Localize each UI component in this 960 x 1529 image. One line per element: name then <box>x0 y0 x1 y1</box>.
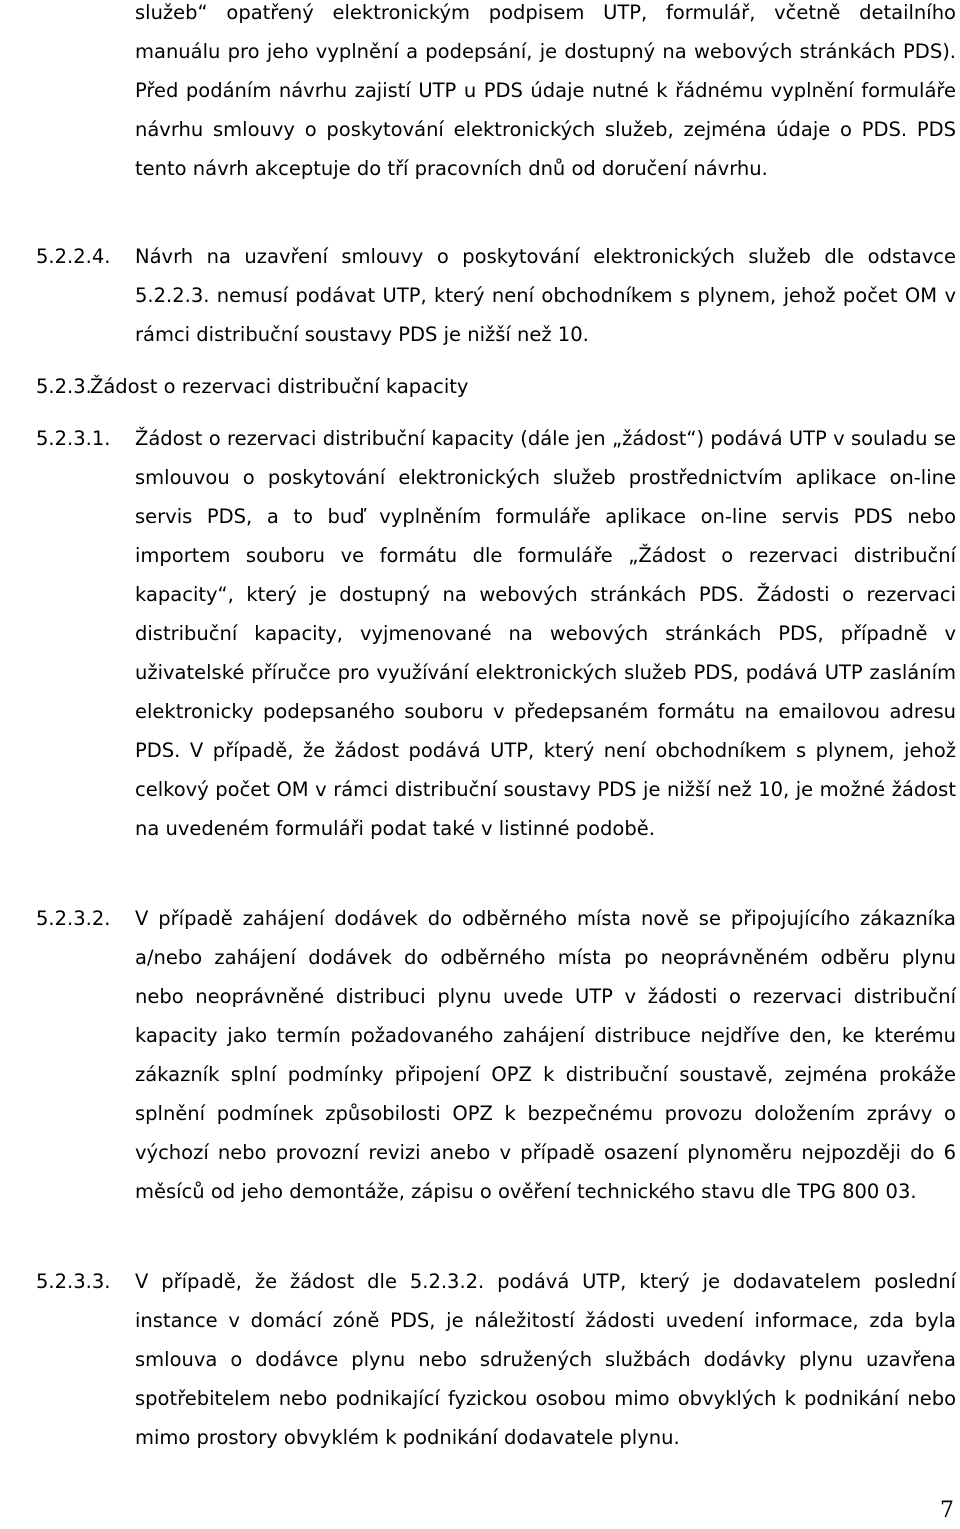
paragraph-text: Návrh na uzavření smlouvy o poskytování elektronických služeb dle odstavce 5.2.2.3. nemusí podávat UTP, který není obchodníkem s plynem, jehož počet OM v rámci distribuční soustavy PDS je nižší než 10. <box>135 245 956 346</box>
continuation-text: služeb“ opatřený elektronickým podpisem UTP, formulář, včetně detailního manuálu pro jeho vyplnění a podepsání, je dostupný na webových stránkách PDS). Před podáním návrhu zajistí UTP u PDS údaje nutné k řádnému vyplnění formuláře návrhu smlouvy o poskytování elektronických služeb, zejména údaje o PDS. PDS tento návrh akceptuje do tří pracovních dnů od doručení návrhu. <box>135 1 956 180</box>
paragraph-text: V případě, že žádost dle 5.2.3.2. podává UTP, který je dodavatelem poslední instance v domácí zóně PDS, je náležitostí žádosti uvedení informace, zda byla smlouva o dodávce plynu nebo sdružených službách dodávky plynu uzavřena spotřebitelem nebo podnikající fyzickou osobou mimo obvyklých k podnikání nebo mimo prostory obvyklém k podnikání dodavatele plynu. <box>135 1270 956 1449</box>
paragraph-number: 5.2.3.1. <box>36 427 111 450</box>
page-number: 7 <box>940 1498 954 1523</box>
paragraph-number: 5.2.3.2. <box>36 907 111 930</box>
paragraph-text: Žádost o rezervaci distribuční kapacity (dále jen „žádost“) podává UTP v souladu se smlouvou o poskytování elektronických služeb prostřednictvím aplikace on-line servis PDS, a to buď vyplněním formuláře aplikace on-line servis PDS nebo importem souboru ve formátu dle formuláře „Žádost o rezervaci distribuční kapacity“, který je dostupný na webových stránkách PDS. Žádosti o rezervaci distribuční kapacity, vyjmenované na webových stránkách PDS, případně v uživatelské příručce pro využívání elektronických služeb PDS, podává UTP zasláním elektronicky podepsaného souboru v předepsaném formátu na emailovou adresu PDS. V případě, že žádost podává UTP, který není obchodníkem s plynem, jehož celkový počet OM v rámci distribuční soustavy PDS je nižší než 10, je možné žádost na uvedeném formuláři podat také v listinné podobě. <box>135 427 956 840</box>
paragraph-text: V případě zahájení dodávek do odběrného místa nově se připojujícího zákazníka a/nebo zahájení dodávek do odběrného místa po neoprávněném odběru plynu nebo neoprávněné distribuci plynu uvede UTP v žádosti o rezervaci distribuční kapacity jako termín požadovaného zahájení distribuce nejdříve den, ke kterému zákazník splní podmínky připojení OPZ k distribuční soustavě, zejména prokáže splnění podmínek způsobilosti OPZ k bezpečnému provozu doložením zprávy o výchozí nebo provozní revizi anebo v případě osazení plynoměru nejpozději do 6 měsíců od jeho demontáže, zápisu o ověření technického stavu dle TPG 800 03. <box>135 907 956 1203</box>
section-number: 5.2.3. <box>36 375 92 398</box>
paragraph-number: 5.2.3.3. <box>36 1270 111 1293</box>
section-title: Žádost o rezervaci distribuční kapacity <box>90 375 469 398</box>
paragraph-number: 5.2.2.4. <box>36 245 111 268</box>
